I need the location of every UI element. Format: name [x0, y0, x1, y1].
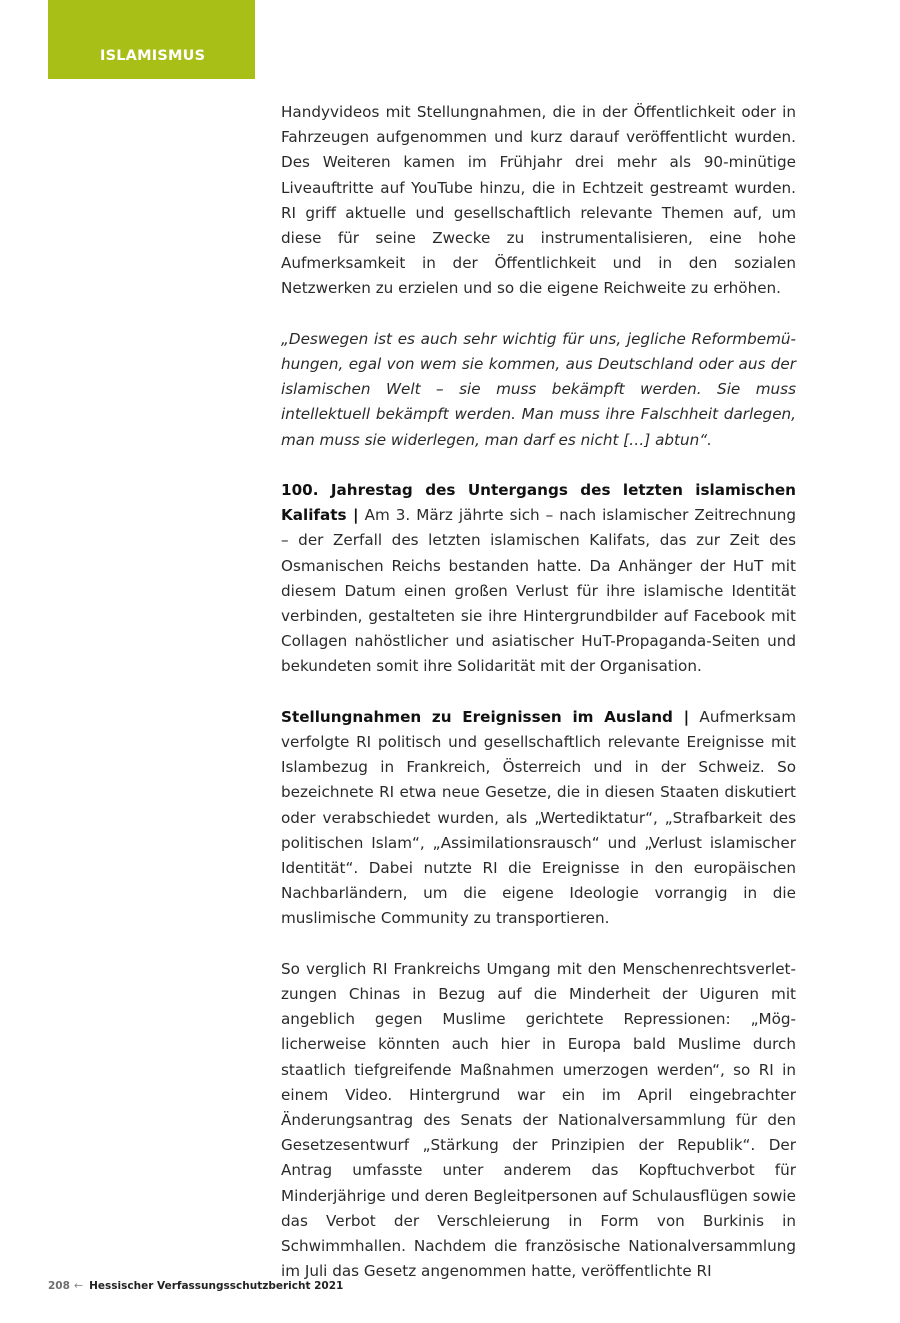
paragraph: Handyvideos mit Stellungnahmen, die in der Öffentlichkeit oder in Fahrzeugen aufgenommen und kurz darauf veröffentlicht wurden. Des Weiteren kamen im Frühjahr drei mehr als 90-minütige Liveauftritte auf YouTube hinzu, die in Echtzeit gestreamt wurden. RI griff aktuelle und gesellschaftlich relevante Themen auf, um diese für seine Zwecke zu instrumentalisieren, eine hohe Aufmerksamkeit in der Öffentlichkeit und in den sozialen Netzwerken zu erzielen und so die eigene Reichweite zu erhöhen.: [281, 103, 796, 298]
main-text: [281, 100, 796, 1310]
section-heading-ausland: Stellungnahmen zu Ereignissen im Ausland |: [281, 707, 690, 726]
section-tag: [48, 0, 255, 79]
section-heading-kalifat: 100. Jahrestag des Untergangs des letzten islamischen Kalifats |: [281, 481, 796, 525]
section-text-kalifat: Am 3. März jährte sich – nach islamischer Zeitrechnung – der Zerfall des letzten islamischen Kalifats, das zur Zeit des Osmanischen Reichs bestanden hatte. Da Anhänger der HuT mit diesem Datum einen großen Verlust für ihre islamische Identität verbinden, gestalteten sie ihre Hintergrundbilder auf Facebook mit Collagen nahöstlicher und asiatischer HuT-Propaganda-Seiten und bekundeten somit ihre Solidarität mit der Organisation.: [281, 506, 797, 676]
page-number: 208: [48, 1279, 70, 1292]
section-ausland: [281, 705, 796, 932]
arrow-left-icon[interactable]: ←: [73, 1279, 84, 1292]
paragraph: So verglich RI Frankreichs Umgang mit den Menschenrechtsverletzungen Chinas in Bezug auf die Minderheit der Uiguren mit angeblich gegen Muslime gerichtete Repressionen: „Möglicherweise könnten auch hier in Europa bald Muslime durch staatlich tiefgreifende Maßnahmen umerzogen werden“, so RI in einem Video. Hintergrund war ein im April eingebrachter Änderungsantrag des Senats der Nationalversammlung für den Gesetzesentwurf „Stärkung der Prinzipien der Republik“. Der Antrag umfasste unter anderem das Kopftuchverbot für Minderjährige und deren Begleitpersonen auf Schulausflügen sowie das Verbot der Verschleierung in Form von Burkinis in Schwimmhallen. Nachdem die französische Nationalversammlung im Juli das Gesetz angenommen hatte, veröffentlichte RI: [281, 959, 796, 1281]
report-title: Hessischer Verfassungsschutzbericht 2021: [89, 1279, 344, 1292]
quote-paragraph: „Deswegen ist es auch sehr wichtig für uns, jegliche Reformbemühungen, egal von wem sie kommen, aus Deutschland oder aus der islamischen Welt – sie muss bekämpft werden. Sie muss intellektuell bekämpft werden. Man muss ihre Falschheit darlegen, man muss sie widerlegen, man darf es nicht […] abtun“.: [281, 329, 796, 449]
section-tag-label: ISLAMISMUS: [100, 48, 206, 64]
section-text-ausland: Aufmerksam verfolgte RI politisch und gesellschaftlich relevante Ereignisse mit Islambezug in Frankreich, Österreich und in der Schweiz. So bezeichnete RI etwa neue Gesetze, die in diesen Staaten diskutiert oder verabschiedet wurden, als „Wertediktatur“, „Strafbarkeit des politischen Islam“, „Assimilationsrausch“ und „Verlust islamischer Identität“. Dabei nutzte RI die Ereignisse in den europäischen Nachbarländern, um die eigene Ideologie vorrangig in die muslimische Community zu transportieren.: [281, 707, 796, 928]
section-kalifat: [281, 478, 796, 680]
page-footer: [48, 1279, 343, 1292]
